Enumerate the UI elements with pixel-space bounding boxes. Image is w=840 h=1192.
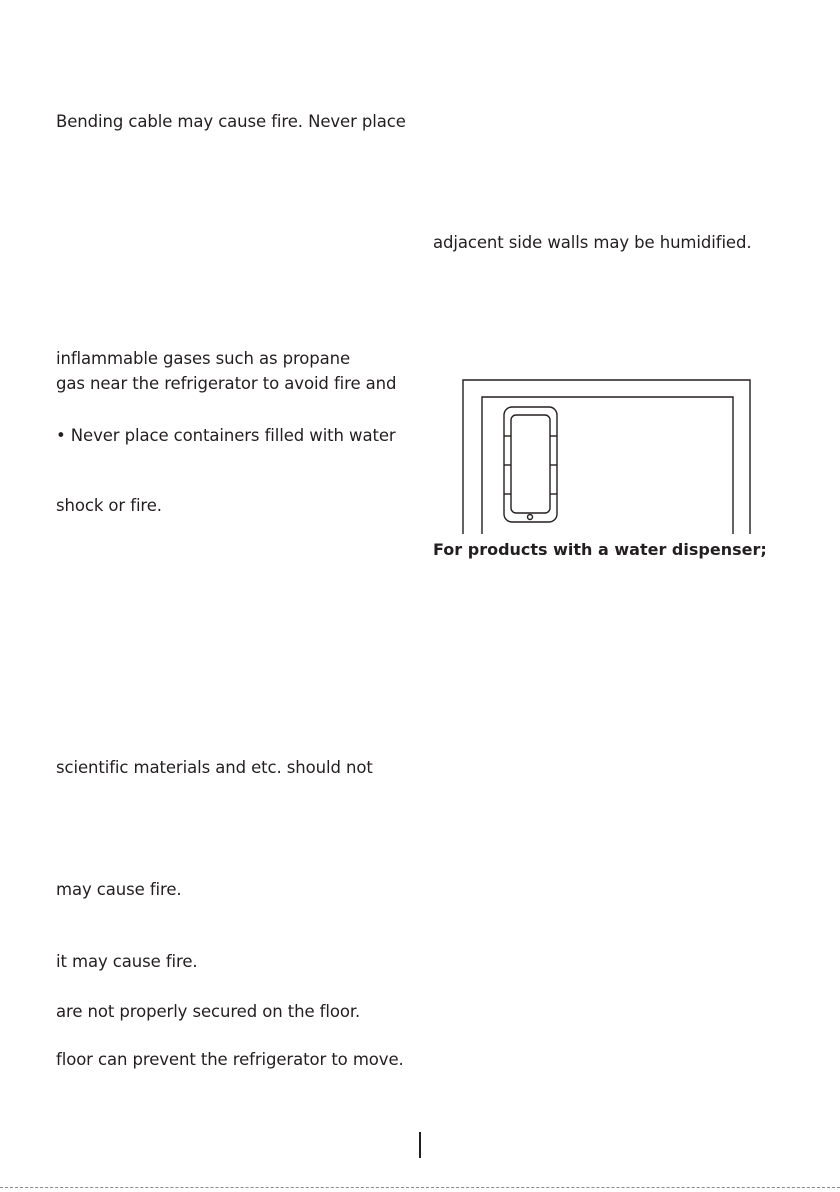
text-line: shock or fire. bbox=[56, 496, 162, 515]
refrigerator-door-illustration bbox=[460, 378, 754, 536]
figure-caption: For products with a water dispenser; bbox=[433, 540, 767, 559]
text-line: it may cause fire. bbox=[56, 952, 198, 971]
text-line: inflammable gases such as propane bbox=[56, 349, 351, 368]
text-line: • Never place containers filled with water bbox=[56, 426, 396, 445]
text-line: floor can prevent the refrigerator to move. bbox=[56, 1050, 404, 1069]
page-divider bbox=[419, 1132, 421, 1158]
text-line: are not properly secured on the floor. bbox=[56, 1002, 361, 1021]
text-line: Bending cable may cause fire. Never place bbox=[56, 112, 406, 131]
text-line: may cause fire. bbox=[56, 880, 182, 899]
text-line: gas near the refrigerator to avoid fire and bbox=[56, 374, 397, 393]
bottom-rule bbox=[0, 1187, 840, 1188]
text-line: adjacent side walls may be humidified. bbox=[433, 233, 752, 252]
text-line: scientific materials and etc. should not bbox=[56, 758, 373, 777]
